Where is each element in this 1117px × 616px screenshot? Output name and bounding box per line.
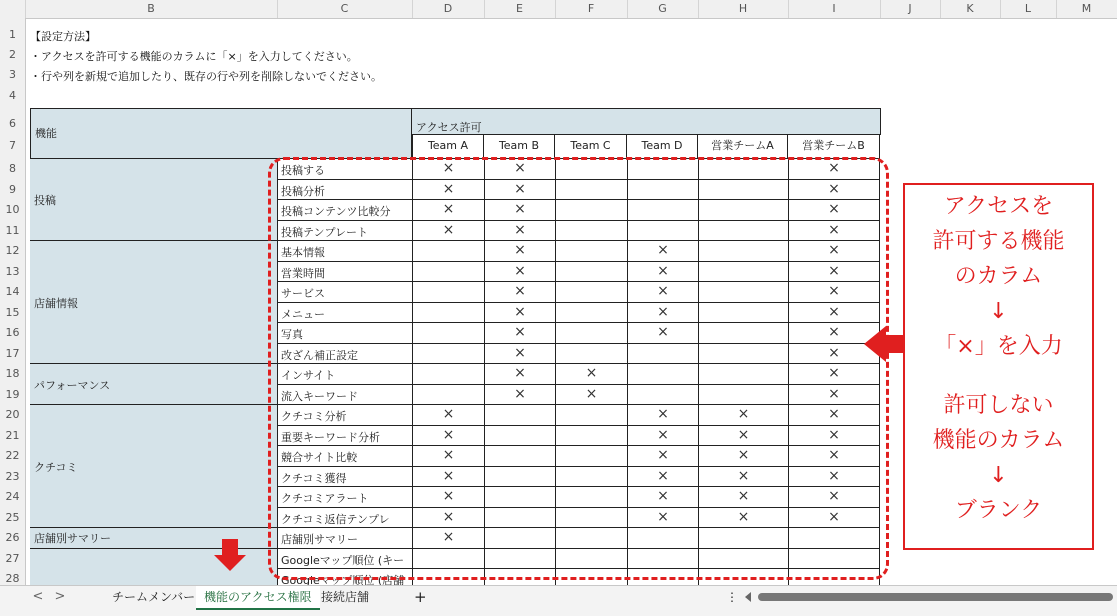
add-sheet-button[interactable]: +	[414, 588, 427, 606]
permission-cell[interactable]	[484, 549, 555, 570]
permission-cell[interactable]	[698, 282, 788, 303]
allow-mark: ×	[828, 508, 840, 525]
permission-cell[interactable]	[484, 426, 555, 447]
permission-cell[interactable]	[555, 508, 627, 529]
col-header-L[interactable]: L	[1000, 0, 1057, 18]
allow-mark: ×	[828, 303, 840, 320]
permission-cell[interactable]	[788, 569, 880, 585]
select-all-corner[interactable]	[0, 0, 26, 18]
callout-spacer	[905, 364, 1092, 388]
allow-mark: ×	[828, 344, 840, 361]
col-header-M[interactable]: M	[1056, 0, 1117, 18]
permission-cell[interactable]	[484, 385, 555, 406]
allow-mark: ×	[828, 488, 840, 504]
permission-cell[interactable]	[788, 446, 880, 467]
row-num[interactable]: 13	[0, 265, 25, 279]
feature-cell[interactable]: メニュー	[278, 303, 412, 324]
feature-cell[interactable]: 投稿分析	[278, 180, 412, 201]
feature-group-label: クチコミ	[34, 460, 78, 474]
permission-cell[interactable]	[788, 549, 880, 570]
row-num[interactable]: 8	[0, 162, 25, 176]
permission-cell[interactable]	[412, 467, 484, 488]
left-arrow-body	[884, 335, 904, 353]
permission-cell[interactable]	[484, 323, 555, 344]
feature-cell[interactable]: 写真	[278, 323, 412, 344]
row-num[interactable]: 20	[0, 408, 25, 422]
permission-cell[interactable]	[698, 323, 788, 344]
permission-cell[interactable]	[484, 221, 555, 242]
permission-cell[interactable]	[555, 467, 627, 488]
notes-line-1: ・アクセスを許可する機能のカラムに「×」を入力してください。	[30, 50, 358, 63]
row-num[interactable]: 25	[0, 511, 25, 525]
permission-cell[interactable]	[555, 303, 627, 324]
permission-cell[interactable]	[555, 180, 627, 201]
permission-cell[interactable]	[555, 344, 627, 365]
allow-mark: ×	[828, 180, 840, 197]
row-num[interactable]: 7	[0, 139, 25, 153]
permission-cell[interactable]	[627, 344, 698, 365]
permission-cell[interactable]	[698, 549, 788, 570]
permission-cell[interactable]	[698, 364, 788, 385]
permission-cell[interactable]	[484, 528, 555, 549]
feature-group-label: 店舗別サマリー	[34, 532, 111, 545]
row-num[interactable]: 4	[0, 89, 25, 103]
allow-mark: ×	[442, 221, 455, 238]
allow-mark: ×	[514, 221, 526, 238]
down-arrow-glyph: ↓	[989, 299, 1008, 324]
allow-mark: ×	[442, 467, 455, 484]
callout-line: のカラム	[954, 264, 1043, 289]
row-num[interactable]: 23	[0, 470, 25, 484]
allow-mark: ×	[828, 242, 840, 258]
permission-cell[interactable]	[412, 405, 484, 426]
permission-cell[interactable]	[627, 364, 698, 385]
allow-mark: ×	[828, 283, 840, 299]
permission-cell[interactable]	[788, 303, 880, 324]
feature-cell[interactable]: インサイト	[278, 364, 412, 385]
permission-cell[interactable]	[412, 426, 484, 447]
row-num[interactable]: 18	[0, 367, 25, 381]
row-num[interactable]: 10	[0, 203, 25, 217]
permission-cell[interactable]	[698, 405, 788, 426]
row-num[interactable]: 11	[0, 224, 25, 238]
more-options-icon[interactable]: ⋮	[726, 590, 738, 604]
allow-mark: ×	[737, 447, 750, 463]
allow-mark: ×	[514, 344, 526, 361]
allow-mark: ×	[657, 467, 669, 484]
feature-cell[interactable]: Googleマップ順位 (店舗	[278, 569, 412, 585]
permission-cell[interactable]	[627, 221, 698, 242]
permission-cell[interactable]	[698, 385, 788, 406]
permission-cell[interactable]	[412, 180, 484, 201]
permission-cell[interactable]	[484, 303, 555, 324]
permission-cell[interactable]	[627, 487, 698, 508]
allow-mark: ×	[514, 324, 526, 340]
feature-cell[interactable]: クチコミ分析	[278, 405, 412, 426]
allow-mark: ×	[737, 426, 750, 443]
permission-cell[interactable]	[484, 569, 555, 585]
feature-cell[interactable]: 流入キーワード	[278, 385, 412, 406]
permission-cell[interactable]	[627, 200, 698, 221]
callout-line: 許可する機能	[932, 229, 1065, 254]
tab-feature-access[interactable]: 機能のアクセス権限	[196, 586, 320, 610]
allow-mark: ×	[657, 303, 669, 320]
allow-mark: ×	[828, 160, 840, 176]
row-num[interactable]: 24	[0, 490, 25, 504]
permission-cell[interactable]	[788, 426, 880, 447]
callout-line: 機能のカラム	[932, 428, 1065, 453]
permission-cell[interactable]	[555, 282, 627, 303]
allow-mark: ×	[828, 365, 840, 381]
allow-mark: ×	[442, 180, 455, 197]
permission-cell[interactable]	[788, 364, 880, 385]
allow-mark: ×	[828, 201, 840, 217]
permission-cell[interactable]	[627, 549, 698, 570]
feature-header-cell[interactable]	[30, 108, 412, 159]
feature-cell[interactable]: 投稿コンテンツ比較分	[278, 200, 412, 221]
permission-cell[interactable]	[412, 364, 484, 385]
permission-cell[interactable]	[698, 508, 788, 529]
allow-mark: ×	[585, 385, 598, 402]
row-num[interactable]: 12	[0, 244, 25, 258]
permission-cell[interactable]	[412, 221, 484, 242]
feature-group-cell[interactable]	[30, 159, 278, 241]
notes-heading: 【設定方法】	[30, 30, 96, 43]
tab-team-members[interactable]: チームメンバー	[112, 590, 196, 604]
feature-cell[interactable]: クチコミアラート	[278, 487, 412, 508]
allow-mark: ×	[737, 467, 750, 484]
row-num[interactable]: 26	[0, 531, 25, 545]
permission-cell[interactable]	[788, 282, 880, 303]
permission-cell[interactable]	[555, 405, 627, 426]
allow-mark: ×	[828, 385, 840, 402]
permission-cell[interactable]	[412, 487, 484, 508]
permission-cell[interactable]	[484, 180, 555, 201]
permission-cell[interactable]	[788, 528, 880, 549]
allow-mark: ×	[657, 242, 669, 258]
feature-cell[interactable]: 基本情報	[278, 241, 412, 262]
allow-mark: ×	[828, 447, 840, 463]
feature-cell[interactable]: クチコミ返信テンプレ	[278, 508, 412, 529]
permission-cell[interactable]	[484, 487, 555, 508]
permission-cell[interactable]	[412, 200, 484, 221]
row-num[interactable]: 21	[0, 429, 25, 443]
feature-group-cell[interactable]	[30, 528, 278, 549]
permission-cell[interactable]	[412, 323, 484, 344]
permission-cell[interactable]	[555, 528, 627, 549]
callout-line: 「×」を入力	[934, 334, 1063, 359]
permission-cell[interactable]	[698, 262, 788, 283]
callout-line: 許可しない	[943, 393, 1054, 418]
permission-cell[interactable]	[788, 159, 880, 180]
scroll-left-icon[interactable]	[745, 592, 751, 602]
permission-cell[interactable]	[555, 446, 627, 467]
permission-cell[interactable]	[555, 487, 627, 508]
feature-cell[interactable]: 店舗別サマリー	[278, 528, 412, 549]
permission-cell[interactable]	[555, 385, 627, 406]
feature-group-cell[interactable]	[30, 241, 278, 364]
permission-cell[interactable]	[412, 262, 484, 283]
permission-cell[interactable]	[484, 282, 555, 303]
permission-cell[interactable]	[698, 221, 788, 242]
permission-cell[interactable]	[484, 446, 555, 467]
allow-mark: ×	[828, 406, 840, 422]
permission-cell[interactable]	[698, 200, 788, 221]
allow-mark: ×	[442, 406, 455, 422]
permission-cell[interactable]	[788, 487, 880, 508]
feature-group-label: 投稿	[34, 194, 56, 207]
permission-cell[interactable]	[412, 159, 484, 180]
permission-cell[interactable]	[788, 241, 880, 262]
permission-cell[interactable]	[555, 159, 627, 180]
sheet-tab-bar	[0, 585, 1117, 616]
permission-cell[interactable]	[555, 241, 627, 262]
permission-cell[interactable]	[788, 385, 880, 406]
tab-scroll-prev-button[interactable]: <	[32, 589, 44, 604]
permission-cell[interactable]	[412, 508, 484, 529]
callout-line: ブランク	[954, 498, 1043, 523]
permission-cell[interactable]	[412, 241, 484, 262]
feature-cell[interactable]: 営業時間	[278, 262, 412, 283]
feature-cell[interactable]: 重要キーワード分析	[278, 426, 412, 447]
down-arrow-glyph: ↓	[989, 463, 1008, 488]
permission-cell[interactable]	[788, 262, 880, 283]
allow-mark: ×	[828, 221, 840, 238]
col-header-J[interactable]: J	[880, 0, 941, 18]
permission-cell[interactable]	[555, 569, 627, 585]
permission-cell[interactable]	[627, 303, 698, 324]
permission-cell[interactable]	[627, 282, 698, 303]
permission-cell[interactable]	[788, 200, 880, 221]
allow-mark: ×	[657, 447, 669, 463]
allow-mark: ×	[585, 365, 598, 381]
allow-mark: ×	[442, 488, 455, 504]
permission-cell[interactable]	[698, 241, 788, 262]
col-header-K[interactable]: K	[940, 0, 1001, 18]
tab-scroll-next-button[interactable]: >	[54, 589, 66, 604]
permission-cell[interactable]	[627, 405, 698, 426]
permission-cell[interactable]	[698, 528, 788, 549]
allow-mark: ×	[828, 467, 840, 484]
allow-mark: ×	[514, 180, 526, 197]
permission-cell[interactable]	[412, 303, 484, 324]
allow-mark: ×	[514, 283, 526, 299]
allow-mark: ×	[442, 529, 455, 545]
team-header-6[interactable]: 営業チームB	[788, 135, 880, 159]
column-header-bar	[0, 0, 1117, 19]
permission-cell[interactable]	[555, 426, 627, 447]
permission-cell[interactable]	[555, 323, 627, 344]
permission-cell[interactable]	[627, 385, 698, 406]
down-arrow-icon	[214, 555, 246, 571]
access-header-label: アクセス許可	[416, 121, 482, 134]
horizontal-scrollbar[interactable]	[758, 593, 1113, 601]
feature-cell[interactable]: Googleマップ順位 (キー	[278, 549, 412, 570]
allow-mark: ×	[657, 283, 669, 299]
tab-connected-stores[interactable]: 接続店舗	[321, 590, 370, 604]
permission-cell[interactable]	[484, 344, 555, 365]
feature-cell[interactable]: 投稿テンプレート	[278, 221, 412, 242]
feature-group-cell[interactable]	[30, 364, 278, 405]
allow-mark: ×	[737, 508, 750, 525]
allow-mark: ×	[737, 406, 750, 422]
permission-cell[interactable]	[627, 446, 698, 467]
instruction-callout	[903, 183, 1094, 550]
row-num[interactable]: 14	[0, 285, 25, 299]
permission-cell[interactable]	[412, 569, 484, 585]
permission-cell[interactable]	[484, 200, 555, 221]
permission-cell[interactable]	[555, 262, 627, 283]
notes-line-2: ・行や列を新規で追加したり、既存の行や列を削除しないでください。	[30, 70, 382, 83]
col-header-F[interactable]: F	[555, 0, 628, 18]
permission-cell[interactable]	[698, 180, 788, 201]
feature-cell[interactable]: サービス	[278, 282, 412, 303]
team-header-3[interactable]: Team C	[555, 135, 627, 159]
permission-cell[interactable]	[698, 467, 788, 488]
row-num[interactable]: 9	[0, 183, 25, 197]
row-num[interactable]: 28	[0, 572, 25, 585]
permission-cell[interactable]	[627, 159, 698, 180]
feature-group-cell[interactable]	[30, 405, 278, 528]
permission-cell[interactable]	[788, 405, 880, 426]
allow-mark: ×	[514, 365, 526, 381]
feature-group-label: 店舗情報	[34, 296, 78, 310]
row-num[interactable]: 17	[0, 347, 25, 361]
permission-cell[interactable]	[627, 508, 698, 529]
col-header-G[interactable]: G	[627, 0, 699, 18]
permission-cell[interactable]	[627, 241, 698, 262]
permission-cell[interactable]	[627, 426, 698, 447]
permission-cell[interactable]	[627, 323, 698, 344]
allow-mark: ×	[737, 488, 750, 504]
col-header-H[interactable]: H	[698, 0, 789, 18]
row-num[interactable]: 15	[0, 306, 25, 320]
allow-mark: ×	[442, 508, 455, 525]
callout-line: アクセスを	[943, 194, 1054, 219]
team-header-4[interactable]: Team D	[627, 135, 698, 159]
permission-cell[interactable]	[788, 221, 880, 242]
allow-mark: ×	[657, 426, 669, 443]
permission-cell[interactable]	[484, 467, 555, 488]
team-header-2[interactable]: Team B	[484, 135, 555, 159]
team-header-5[interactable]: 営業チームA	[698, 135, 788, 159]
permission-cell[interactable]	[698, 344, 788, 365]
allow-mark: ×	[442, 426, 455, 443]
row-num[interactable]: 3	[0, 68, 25, 82]
feature-cell[interactable]: 改ざん補正設定	[278, 344, 412, 365]
col-header-B[interactable]: B	[25, 0, 278, 18]
permission-cell[interactable]	[698, 487, 788, 508]
row-num[interactable]: 19	[0, 388, 25, 402]
allow-mark: ×	[514, 242, 526, 258]
permission-cell[interactable]	[412, 282, 484, 303]
permission-cell[interactable]	[555, 200, 627, 221]
permission-cell[interactable]	[698, 569, 788, 585]
permission-cell[interactable]	[484, 159, 555, 180]
permission-cell[interactable]	[698, 426, 788, 447]
feature-cell[interactable]: 競合サイト比較	[278, 446, 412, 467]
allow-mark: ×	[514, 160, 526, 176]
permission-cell[interactable]	[698, 159, 788, 180]
allow-mark: ×	[514, 385, 526, 402]
permission-cell[interactable]	[555, 364, 627, 385]
feature-cell[interactable]: クチコミ獲得	[278, 467, 412, 488]
permission-cell[interactable]	[484, 241, 555, 262]
allow-mark: ×	[657, 324, 669, 340]
permission-cell[interactable]	[788, 508, 880, 529]
row-num[interactable]: 16	[0, 326, 25, 340]
permission-cell[interactable]	[555, 549, 627, 570]
permission-cell[interactable]	[788, 467, 880, 488]
permission-cell[interactable]	[555, 221, 627, 242]
left-arrow-icon	[864, 326, 886, 362]
permission-cell[interactable]	[698, 303, 788, 324]
col-header-C[interactable]: C	[277, 0, 413, 18]
permission-cell[interactable]	[412, 344, 484, 365]
allow-mark: ×	[657, 262, 669, 279]
allow-mark: ×	[657, 406, 669, 422]
permission-cell[interactable]	[698, 446, 788, 467]
allow-mark: ×	[828, 324, 840, 340]
col-header-I[interactable]: I	[788, 0, 881, 18]
permission-cell[interactable]	[627, 528, 698, 549]
permission-cell[interactable]	[412, 528, 484, 549]
access-header-cell[interactable]	[412, 108, 881, 135]
col-header-E[interactable]: E	[484, 0, 556, 18]
allow-mark: ×	[514, 262, 526, 279]
team-header-1[interactable]: Team A	[412, 135, 484, 159]
permission-cell[interactable]	[627, 569, 698, 585]
permission-cell[interactable]	[412, 446, 484, 467]
permission-cell[interactable]	[788, 180, 880, 201]
permission-cell[interactable]	[627, 262, 698, 283]
permission-cell[interactable]	[484, 262, 555, 283]
permission-cell[interactable]	[412, 385, 484, 406]
allow-mark: ×	[828, 426, 840, 443]
feature-cell[interactable]: 投稿する	[278, 159, 412, 180]
permission-cell[interactable]	[484, 405, 555, 426]
allow-mark: ×	[657, 488, 669, 504]
row-num[interactable]: 2	[0, 48, 25, 62]
row-num[interactable]: 1	[0, 28, 25, 42]
feature-group-label: パフォーマンス	[34, 378, 111, 392]
allow-mark: ×	[442, 201, 455, 217]
feature-header-label: 機能	[35, 127, 57, 140]
allow-mark: ×	[828, 262, 840, 279]
permission-cell[interactable]	[412, 549, 484, 570]
permission-cell[interactable]	[627, 467, 698, 488]
col-header-D[interactable]: D	[412, 0, 485, 18]
allow-mark: ×	[442, 447, 455, 463]
allow-mark: ×	[657, 508, 669, 525]
row-num[interactable]: 22	[0, 449, 25, 463]
permission-cell[interactable]	[627, 180, 698, 201]
down-arrow-body	[222, 539, 238, 556]
allow-mark: ×	[514, 303, 526, 320]
permission-cell[interactable]	[484, 364, 555, 385]
allow-mark: ×	[514, 201, 526, 217]
allow-mark: ×	[442, 160, 455, 176]
row-num[interactable]: 6	[0, 117, 25, 131]
permission-cell[interactable]	[484, 508, 555, 529]
row-num[interactable]: 27	[0, 552, 25, 566]
